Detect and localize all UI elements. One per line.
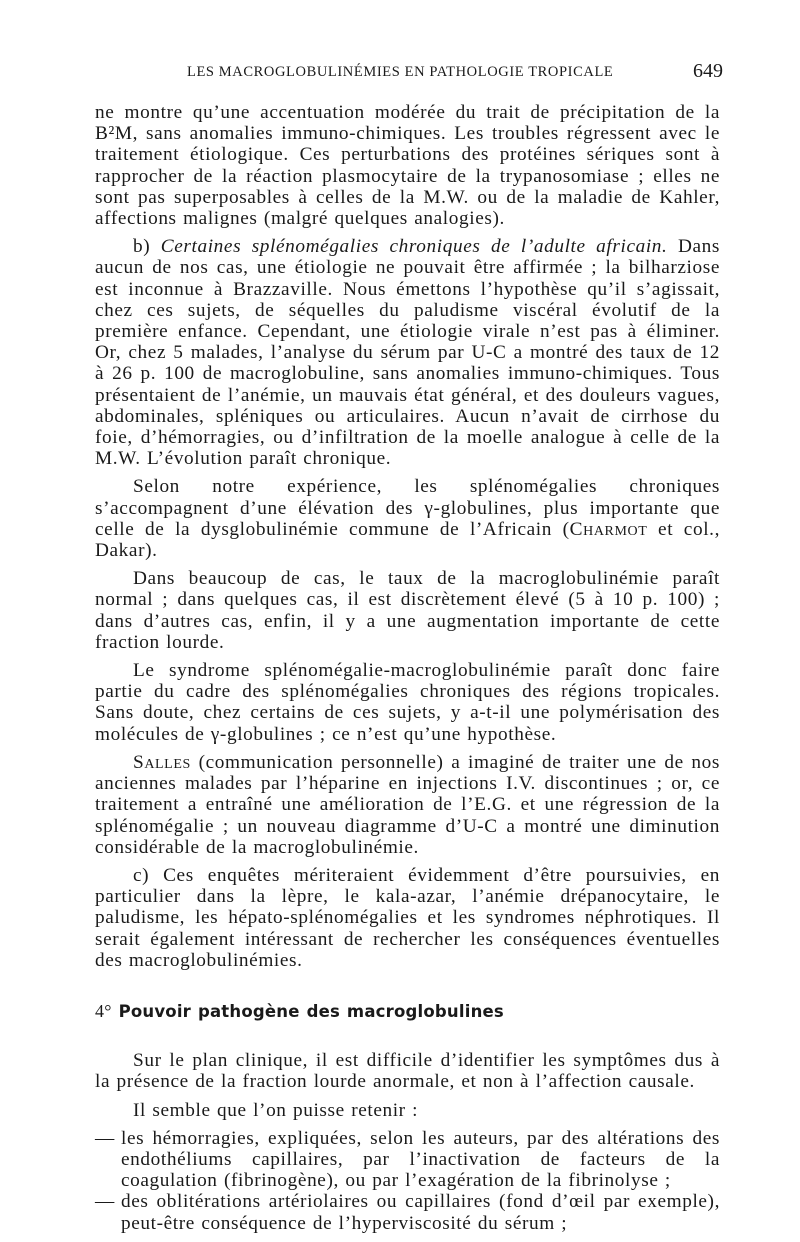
subsection-title: Certaines splénomégalies chroniques de l’adulte africain. (160, 236, 668, 258)
paragraph-b (95, 236, 720, 469)
paragraph: Sur le plan clinique, il est difficile d’identifier les symptômes dus à la présence de la fraction lourde anormale, et non à l’affection causale. (95, 1050, 720, 1093)
paragraph-text: Dans aucun de nos cas, une étiologie ne pouvait être affirmée ; la bilharziose est inconnue à Brazzaville. Nous émettons l’hypothèse qu’il s’agissait, chez ces sujets, de séquelles du paludisme viscéral évolutif de la première enfance. Cependant, une étiologie virale n’est pas à éliminer. Or, chez 5 malades, l’analyse du sérum par U-C a montré des taux de 12 à 26 p. 100 de macroglobuline, sans anomalies immuno-chimiques. Tous présentaient de l’anémie, un mauvais état général, et des douleurs vagues, abdominales, spléniques ou articulaires. Aucun n’avait de cirrhose du foie, d’hémorragies, ou d’infiltration de la moelle analogue à celle de la M.W. L’évolution paraît chronique. (95, 236, 721, 470)
list-item-text: des oblitérations artériolaires ou capillaires (fond d’œil par exemple), peut-être conséquence de l’hyperviscosité du sérum ; (121, 1191, 720, 1234)
running-head: LES MACROGLOBULINÉMIES EN PATHOLOGIE TROPICALE (187, 64, 614, 80)
author-name: Charmot (569, 518, 648, 540)
paragraph-text: Selon notre expérience, les splénomégalies chroniques s’accompagnent d’une élévation des γ-globulines, plus importante que celle de la dysglobulinémie commune de l’Africain ( (95, 476, 720, 540)
dash-marker: — (95, 1127, 115, 1149)
paragraph: Le syndrome splénomégalie-macroglobulinémie paraît donc faire partie du cadre des splénomégalies chroniques des régions tropicales. Sans doute, chez certains de ces sujets, y a-t-il une polymérisation des molécules de γ-globulines ; ce n’est qu’une hypothèse. (95, 660, 720, 745)
paragraph (95, 476, 720, 561)
page-header (0, 60, 800, 88)
paragraph (95, 752, 720, 858)
paragraph: ne montre qu’une accentuation modérée du trait de précipitation de la B²M, sans anomalies immuno-chimiques. Les troubles régressent avec le traitement étiologique. Ces perturbations des protéines sériques sont à rapprocher de la réaction plasmocytaire de la trypanosomiase ; elles ne sont pas superposables à celles de la M.W. ou de la maladie de Kahler, affections malignes (malgré quelques analogies). (95, 102, 720, 230)
section-heading (95, 1001, 720, 1022)
list-item (95, 1128, 720, 1192)
body-text (95, 102, 720, 1234)
page-number: 649 (693, 60, 723, 82)
section-title: Pouvoir pathogène des macroglobulines (118, 1001, 504, 1021)
dash-marker: — (95, 1191, 115, 1213)
paragraph-text: et col., Dakar). (95, 518, 721, 562)
paragraph: Dans beaucoup de cas, le taux de la macroglobulinémie paraît normal ; dans quelques cas, il est discrètement élevé (5 à 10 p. 100) ; dans d’autres cas, enfin, il y a une augmentation importante de cette fraction lourde. (95, 568, 720, 653)
author-name: Salles (133, 751, 191, 773)
section-number: 4° (95, 1000, 112, 1021)
paragraph-text: (communication personnelle) a imaginé de traiter une de nos anciennes malades par l’héparine en injections I.V. discontinues ; or, ce traitement a entraîné une amélioration de l’E.G. et une régression de la splénomégalie ; un nouveau diagramme d’U-C a montré une diminution considérable de la macroglobulinémie. (95, 751, 720, 858)
list-item (95, 1191, 720, 1233)
paragraph: Il semble que l’on puisse retenir : (133, 1099, 419, 1121)
paragraph-c: c) Ces enquêtes mériteraient évidemment d’être poursuivies, en particulier dans la lèpre, le kala-azar, l’anémie drépanocytaire, le paludisme, les hépato-splénomégalies et les syndromes néphrotiques. Il serait également intéressant de rechercher les conséquences éventuelles des macroglobulinémies. (95, 864, 720, 971)
item-marker: b) (133, 236, 151, 258)
list-item-text: les hémorragies, expliquées, selon les auteurs, par des altérations des endothéliums capillaires, par l’inactivation de facteurs de la coagulation (fibrinogène), ou par l’exagération de la fibrinolyse ; (121, 1127, 720, 1192)
